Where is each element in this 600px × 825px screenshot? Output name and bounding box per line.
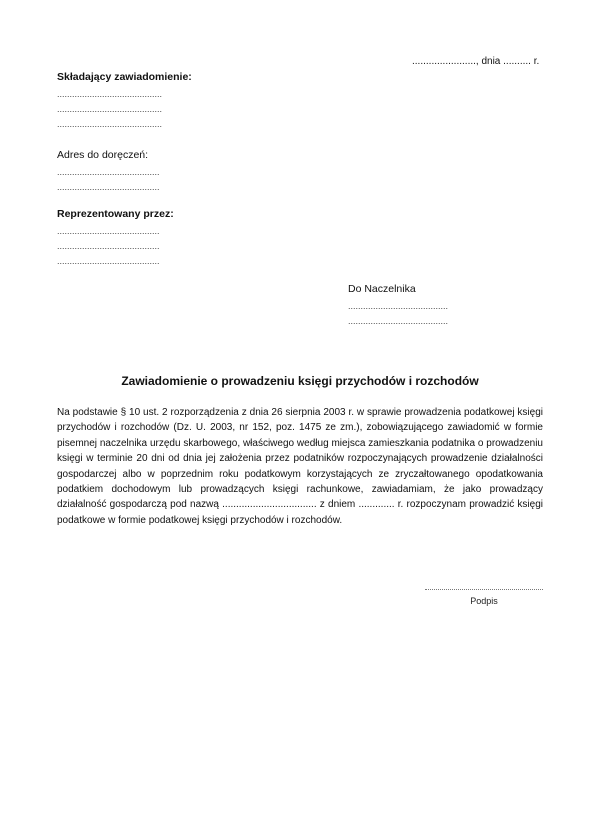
sender-label: Składający zawiadomienie: [57,71,192,83]
date-place-line: ......................., dnia .......... r. [412,56,540,67]
recipient-line-2: ........................................ [348,316,449,326]
document-body: Na podstawie § 10 ust. 2 rozporządzenia z dnia 26 sierpnia 2003 r. w sprawie prowadzenia podatkowej księgi przychodów i rozchodów (Dz. U. 2003, nr 152, poz. 1475 ze zm.), zobowiązującego zawiadomić w formie pisemnej naczelnika urzędu skarbowego, właściwego według miejsca zamieszkania podatnika o prowadzeniu księgi w terminie 20 dni od dnia jej założenia przez podatników rozpoczynających prowadzenie działalności gospodarczej albo w poprzednim roku podatkowym korzystających ze zryczałtowanego opodatkowania podatkiem dochodowym lub prowadzących księgi rachunkowe, zawiadamiam, że jako prowadzący działalność gospodarczą pod nazwą .................................. z dniem ............. r. rozpoczynam prowadzić księgi podatkowe w formie podatkowej księgi przychodów i rozchodów. [57,407,543,526]
representative-block [57,207,174,269]
recipient-block [348,282,448,329]
recipient-label: Do Naczelnika [348,283,416,295]
sender-block [57,70,192,132]
signature-block [425,589,543,606]
document-title: Zawiadomienie o prowadzeniu księgi przychodów i rozchodów [121,374,479,388]
address-block [57,148,160,195]
sender-line-1: .......................................... [57,89,163,99]
sender-line-2: .......................................... [57,104,163,114]
sender-line-3: .......................................... [57,119,163,129]
address-line-2: ......................................... [57,182,160,192]
signature-line [425,589,543,590]
address-line-1: ......................................... [57,167,160,177]
representative-line-1: ......................................... [57,226,160,236]
recipient-line-1: ........................................ [348,301,449,311]
representative-line-2: ......................................... [57,241,160,251]
representative-label: Reprezentowany przez: [57,208,174,220]
address-label: Adres do doręczeń: [57,149,149,161]
representative-line-3: ......................................... [57,256,160,266]
signature-label: Podpis [470,596,498,606]
